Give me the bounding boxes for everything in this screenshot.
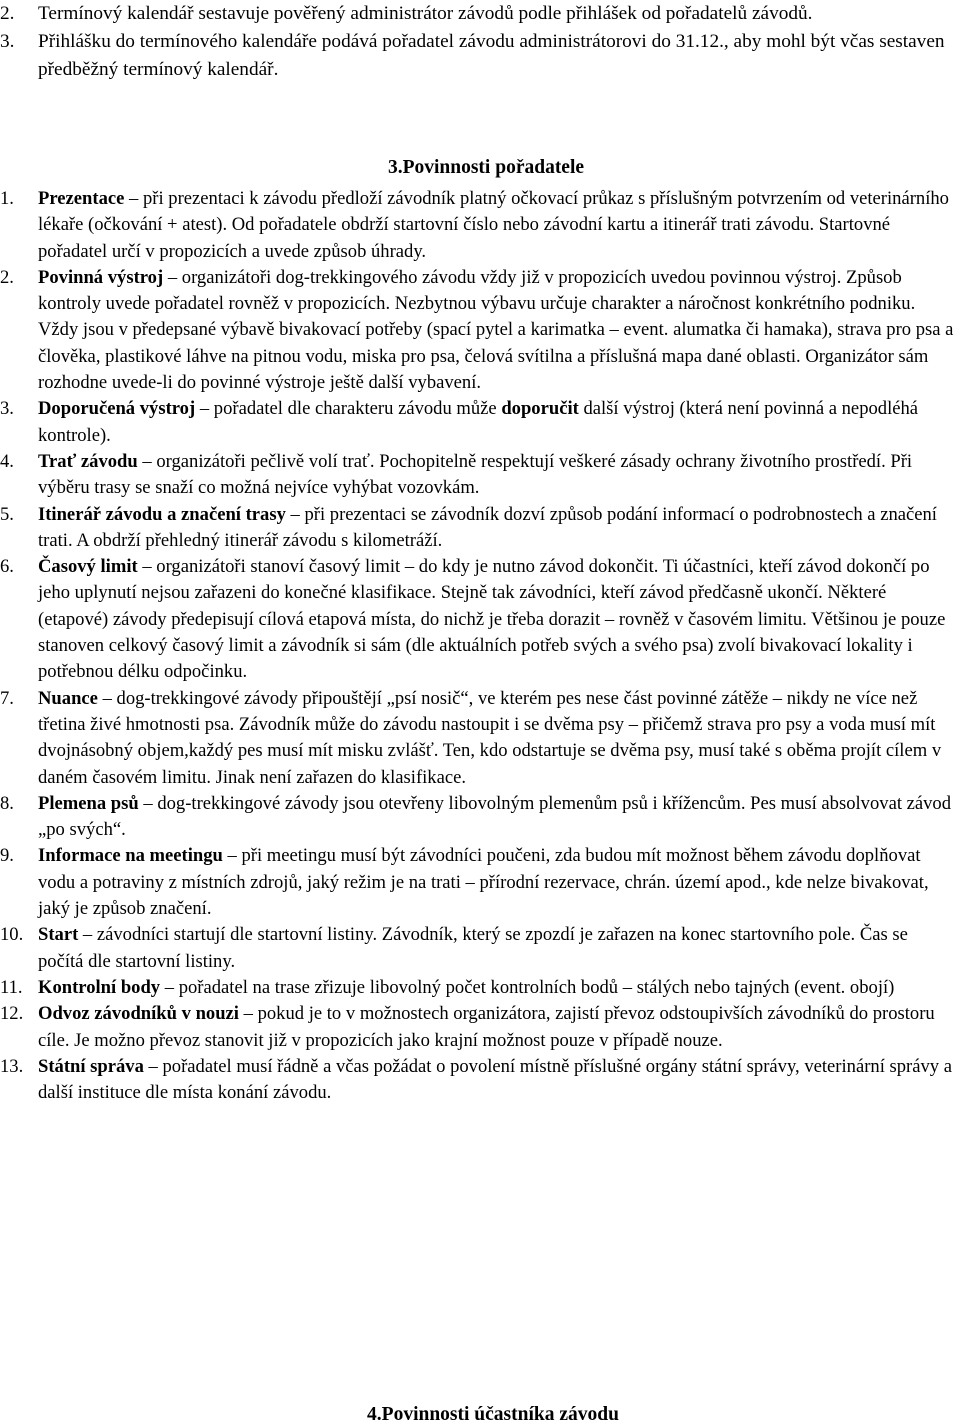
item-term: Povinná výstroj (38, 266, 164, 288)
list-item (0, 186, 955, 265)
list-item (0, 396, 955, 449)
item-number: 2. (0, 3, 15, 24)
item-number: 7. (0, 687, 14, 709)
list-item (0, 686, 955, 791)
list-item (0, 449, 955, 502)
item-term: Prezentace (38, 188, 125, 209)
item-number: 13. (0, 1055, 24, 1077)
list-item (0, 265, 955, 396)
item-term: Trať závodu (38, 450, 138, 472)
item-term: Nuance (38, 687, 98, 709)
item-number: 1. (0, 188, 14, 209)
item-text: – pořadatel musí řádně a včas požádat o povolení místně příslušné orgány státní správy, veterinární správy a další instituce dle místa konání závodu. (38, 1055, 952, 1104)
item-text: – při meetingu musí být závodníci poučeni, zda budou mít možnost během závodu doplňovat vodu a potraviny z místních zdrojů, jaký režim je na trati – přírodní rezervace, chrán. území apod., kde nelze bivakovat, jaký je způsob značení. (38, 845, 929, 920)
item-text: – pokud je to v možnostech organizátora, zajistí převoz odstoupivších závodníků do prostoru cíle. Je možno převoz stanovit již v propozicích jako krajní možnost pouze v případě nouze. (38, 1003, 935, 1051)
item-term: Odvoz závodníků v nouzi (38, 1003, 239, 1025)
item-text-after: další výstroj (která není povinná a nepodléhá kontrole). (38, 398, 919, 446)
list-item (0, 28, 955, 84)
list-item (0, 1054, 955, 1107)
item-number: 12. (0, 1003, 24, 1025)
item-text: – organizátoři stanoví časový limit – do kdy je nutno závod dokončit. Ti účastníci, kteří závod dokončí po jeho uplynutí nejsou zařazeni do konečné klasifikace. Stejně tak závodníci, kteří závod předčasně ukončí. Některé (etapové) závody předepisují cílová etapová místa, do nichž je třeba dorazit – rovněž v časovém limitu. Většinou je pouze stanoven celkový časový limit a závodník si sám (dle aktuálních potřeb svých a svého psa) zvolí bivakovací lokality i potřebnou délku odpočinku. (38, 556, 946, 683)
list-item (0, 554, 955, 685)
item-number: 8. (0, 792, 14, 814)
item-text: – při prezentaci k závodu předloží závodník platný očkovací průkaz s příslušným potvrzením od veterinárního lékaře (očkování + atest). Od pořadatele obdrží startovní číslo nebo závodní kartu a itinerář trati závodu. Startovné pořadatel určí v propozicích a uvede způsob úhrady. (38, 188, 949, 262)
item-text: – pořadatel na trase zřizuje libovolný počet kontrolních bodů – stálých nebo tajných (event. obojí) (160, 976, 895, 998)
list-item (0, 0, 955, 28)
item-term: Plemena psů (38, 792, 139, 814)
item-term: Časový limit (38, 556, 138, 578)
item-text: – závodníci startují dle startovní listiny. Závodník, který se zpozdí je zařazen na konec startovního pole. Čas se počítá dle startovní listiny. (38, 924, 908, 972)
list-item (0, 975, 955, 1001)
list-item (0, 791, 955, 844)
item-term: Kontrolní body (38, 976, 161, 998)
item-number: 3. (0, 398, 14, 420)
item-term: Start (38, 924, 79, 946)
item-number: 11. (0, 976, 23, 998)
item-emphasis: doporučit (501, 398, 579, 420)
item-term: Itinerář závodu a značení trasy (38, 503, 286, 525)
item-text: – dog-trekkingové závody připouštějí „psí nosič“, ve kterém pes nese část povinné zátěže – nikdy ne více než třetina živé hmotnosti psa. Závodník může do závodu nastoupit i se dvěma psy – přičemž strava pro psy a voda musí mít dvojnásobný objem,každý pes musí mít misku zvlášť. Ten, kdo odstartuje se dvěma psy, musí také s oběma projít cílem v daném časovém limitu. Jinak není zařazen do klasifikace. (38, 687, 942, 788)
item-term: Státní správa (38, 1055, 144, 1077)
item-number: 3. (0, 31, 15, 52)
list-item (0, 843, 955, 922)
list-item (0, 1001, 955, 1054)
list-item (0, 922, 955, 975)
item-text: – organizátoři dog-trekkingového závodu vždy již v propozicích uvedou povinnou výstroj. Způsob kontroly uvede pořadatel rovněž v propozicích. Nezbytnou výbavu určuje charakter a náročnost konkrétního podniku. Vždy jsou v předepsané výbavě bivakovací potřeby (spací pytel a karimatka – event. alumatka či hamaka), strava pro psa a člověka, plastikové láhve na pitnou vodu, miska pro psa, čelová svítilna a příslušná mapa dané oblasti. Organizátor sám rozhodne uvede-li do povinné výstroje ještě další vybavení. (38, 266, 954, 394)
section4-heading: 4.Povinnosti účastníka závodu (367, 1404, 619, 1425)
item-number: 5. (0, 503, 14, 525)
item-text: – organizátoři pečlivě volí trať. Pochopitelně respektují veškeré zásady ochrany životního prostředí. Při výběru trasy se snaží co možná nejvíce vyhýbat vozovkám. (38, 450, 913, 499)
list-item (0, 502, 955, 555)
item-number: 10. (0, 924, 24, 946)
item-term: Doporučená výstroj (38, 398, 196, 420)
item-number: 4. (0, 450, 14, 472)
section2-tail-list (0, 0, 955, 84)
item-text: Termínový kalendář sestavuje pověřený administrátor závodů podle přihlášek od pořadatelů závodů. (38, 3, 813, 24)
item-text: Přihlášku do termínového kalendáře podává pořadatel závodu administrátorovi do 31.12., aby mohl být včas sestaven předběžný termínový kalendář. (38, 31, 945, 80)
item-number: 9. (0, 845, 14, 867)
item-text: – při prezentaci se závodník dozví způsob podání informací o podrobnostech a značení trati. A obdrží přehledný itinerář závodu s kilometráží. (38, 503, 937, 551)
item-term: Informace na meetingu (38, 845, 223, 867)
item-text: – pořadatel dle charakteru závodu může (195, 398, 502, 420)
item-number: 6. (0, 556, 14, 578)
item-text: – dog-trekkingové závody jsou otevřeny libovolným plemenům psů i křížencům. Pes musí absolvovat závod „po svých“. (38, 792, 952, 841)
item-number: 2. (0, 266, 14, 288)
section3-heading: 3.Povinnosti pořadatele (387, 157, 585, 178)
section3-list (0, 186, 955, 1106)
